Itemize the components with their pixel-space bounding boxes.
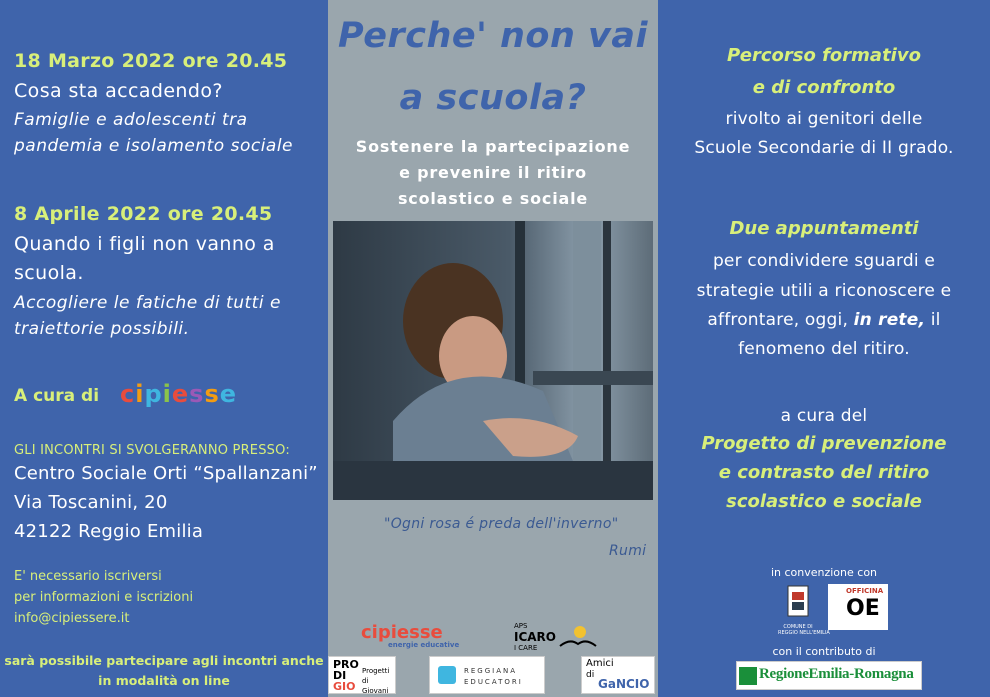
project-line-2: e contrasto del ritiro bbox=[718, 462, 930, 483]
main-subtitle-2: e prevenire il ritiro bbox=[399, 163, 587, 182]
contributo-label: con il contributo di bbox=[772, 645, 876, 658]
cipiesse-small-logo: cipiesse bbox=[361, 622, 443, 643]
acura-del: a cura del bbox=[780, 406, 868, 426]
contact-line-1: E' necessario iscriversi bbox=[14, 569, 162, 584]
main-subtitle-1: Sostenere la partecipazione bbox=[355, 137, 631, 156]
regione-emblem-icon bbox=[739, 667, 757, 685]
event1-title: Cosa sta accadendo? bbox=[14, 80, 223, 102]
acura-label: A cura di bbox=[14, 386, 100, 406]
event2-date: 8 Aprile 2022 ore 20.45 bbox=[14, 203, 273, 225]
appointments-text-4: fenomeno del ritiro. bbox=[738, 339, 910, 359]
event2-title-1: Quando i figli non vanno a bbox=[14, 233, 275, 255]
quote-author: Rumi bbox=[609, 543, 647, 559]
course-text-1: rivolto ai genitori delle bbox=[725, 109, 923, 129]
online-note-2: in modalità on line bbox=[98, 673, 230, 688]
appointments-text-1: per condividere sguardi e bbox=[712, 251, 936, 271]
reggiana-educatori-logo: REGGIANA EDUCATORI bbox=[429, 656, 545, 694]
quote-text: "Ogni rosa é preda dell'inverno" bbox=[384, 516, 619, 532]
contact-line-2: per informazioni e iscrizioni bbox=[14, 590, 194, 605]
convenzione-label: in convenzione con bbox=[770, 566, 878, 579]
appointments-heading: Due appuntamenti bbox=[729, 218, 919, 239]
course-heading-1: Percorso formativo bbox=[727, 45, 921, 66]
venue-name: Centro Sociale Orti “Spallanzani” bbox=[14, 463, 318, 484]
officina-logo: OFFICINA OE bbox=[828, 584, 888, 630]
course-heading-2: e di confronto bbox=[752, 77, 896, 98]
main-subtitle-3: scolastico e sociale bbox=[397, 189, 589, 208]
regione-logo: RegioneEmilia-Romagna bbox=[736, 661, 922, 690]
event1-subtitle-2: pandemia e isolamento sociale bbox=[14, 136, 294, 156]
venue-city: 42122 Reggio Emilia bbox=[14, 521, 204, 542]
event1-date: 18 Marzo 2022 ore 20.45 bbox=[14, 50, 288, 72]
comune-reggio-logo: COMUNE DI REGGIO NELL'EMILIA bbox=[778, 584, 818, 632]
prodigio-logo: PRO DI GIO Progetti di Giovani bbox=[328, 656, 396, 694]
event2-title-2: scuola. bbox=[14, 262, 84, 284]
right-column bbox=[658, 0, 990, 697]
icaro-tagline: I CARE bbox=[514, 644, 538, 652]
appointments-text-3: affrontare, oggi, in rete, il bbox=[707, 310, 941, 330]
venue-heading: GLI INCONTRI SI SVOLGERANNO PRESSO: bbox=[14, 443, 290, 458]
coat-of-arms-icon bbox=[778, 584, 818, 620]
project-line-1: Progetto di prevenzione bbox=[701, 433, 947, 454]
amici-di-gancio-logo: Amici di GaNCIO bbox=[581, 656, 655, 694]
venue-street: Via Toscanini, 20 bbox=[14, 492, 168, 513]
event2-subtitle-2: traiettorie possibili. bbox=[14, 319, 190, 339]
middle-column bbox=[328, 0, 658, 697]
event1-subtitle-1: Famiglie e adolescenti tra bbox=[14, 110, 248, 130]
appointments-text-2: strategie utili a riconoscere e bbox=[696, 281, 952, 301]
icaro-logo-text: ICARO bbox=[514, 630, 556, 644]
boy-at-window-photo bbox=[333, 221, 653, 500]
project-line-3: scolastico e sociale bbox=[726, 491, 922, 512]
icaro-aps: APS bbox=[514, 622, 528, 630]
cipiesse-tagline: energie educative bbox=[388, 641, 460, 649]
course-text-2: Scuole Secondarie di II grado. bbox=[694, 138, 954, 158]
contact-email[interactable]: info@cipiessere.it bbox=[14, 611, 130, 626]
online-note-1: sarà possibile partecipare agli incontri anche bbox=[4, 653, 324, 668]
main-title-1: Perche' non vai bbox=[337, 16, 648, 56]
main-title-2: a scuola? bbox=[399, 78, 587, 118]
event2-subtitle-1: Accogliere le fatiche di tutti e bbox=[14, 293, 281, 313]
puzzle-icon bbox=[438, 666, 456, 684]
left-column bbox=[0, 0, 328, 697]
cipiesse-logo: cipiesse bbox=[120, 380, 238, 408]
book-icon bbox=[558, 624, 598, 654]
